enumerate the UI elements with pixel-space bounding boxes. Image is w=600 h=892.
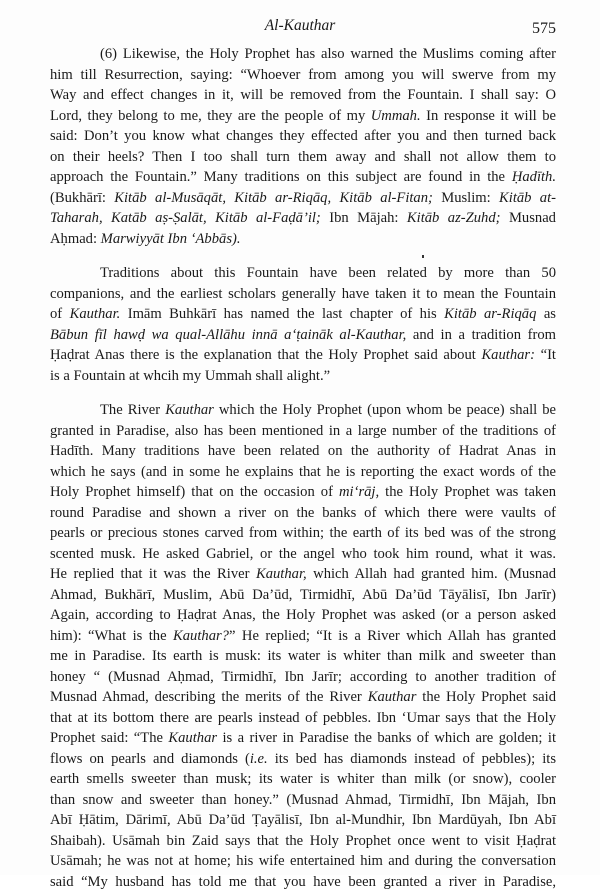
text-line [50,421,556,442]
text-line [50,441,556,462]
text-run: Ahmad, Bukhārī, Muslim, Abū Da’ūd, Tirmidhī, Abū Da’ūd Tāyālisī, Ibn Jarīr) [50,587,556,603]
italic-term: Kauthar? [173,628,229,644]
text-run: Holy Prophet himself) that on the occasion of [50,484,339,500]
running-head [0,14,600,36]
text-run: him till Resurrection, saying: “Whoever from among you will swerve from my [50,67,556,83]
italic-term: Bābun fīl hawḍ wa qual-Allāhu innā a‘ṭaināk al-Kauthar, [50,327,406,343]
italic-term: i.e. [250,751,268,767]
text-line [50,790,556,811]
text-run: is a Fountain at whcih my Ummah shall alight.” [50,368,330,384]
text-line [50,564,556,585]
page-number: 575 [532,20,556,38]
text-line [50,304,556,325]
text-run: than snow and sweeter than honey.” (Musnad Ahmad, Tirmidhī, Ibn Mājah, Ibn [50,792,556,808]
text-line [50,462,556,483]
text-run: which he says (and in some he explains that he is reporting the exact words of the [50,464,556,480]
text-run: He replied that it was the River [50,566,256,582]
text-line [50,708,556,729]
text-run: ” He replied; “It is a River which Allah has granted [229,628,556,644]
text-line [50,106,556,127]
text-run: Musnad Ahmad, describing the merits of the River [50,689,368,705]
paragraph-river-kauthar [50,400,556,892]
text-line [50,85,556,106]
text-run: Usāmah; he was not at home; his wife entertained him and during the conversation [50,853,556,869]
text-run: and in a tradition from [406,327,556,343]
text-run: Traditions about this Fountain have been related by more than 50 [100,265,556,281]
italic-term: Kauthar, [256,566,307,582]
text-run: Aḥmad: [50,231,101,247]
italic-term: Kitāb al-Musāqāt, Kitāb ar-Riqāq, Kitāb al-Fitan; [114,190,433,206]
italic-term: mi‘rāj, [339,484,379,500]
text-run: Hadīth. Many traditions have been related on the authority of Hadrat Anas in [50,443,556,459]
text-line [50,769,556,790]
text-run: Again, according to Ḥaḍrat Anas, the Holy Prophet was asked (or a person asked [50,607,556,623]
italic-term: Kitāb ar-Riqāq [444,306,536,322]
text-run: scented musk. He asked Gabriel, or the angel who took him round, what it was. [50,546,556,562]
text-line [50,126,556,147]
text-line [50,646,556,667]
text-run: Ḥaḍrat Anas there is the explanation that the Holy Prophet said about [50,347,481,363]
text-line [50,851,556,872]
text-run: earth smells sweeter than musk; its water is whiter than milk (or snow), cooler [50,771,556,787]
text-line [50,167,556,188]
text-run: which Allah had granted him. (Musnad [307,566,556,582]
text-run: the Holy Prophet was taken [379,484,556,500]
text-run: approach the Fountain.” Many traditions on this subject are found in the [50,169,512,185]
text-line [50,325,556,346]
text-line [50,585,556,606]
text-run: Prophet said: “The [50,730,168,746]
text-line [50,749,556,770]
text-run: on their heels? Then I too shall turn them away and shall not allow them to [50,149,556,165]
text-line [50,503,556,524]
paragraph-fountain-traditions [50,263,556,386]
text-run: Musnad [501,210,556,226]
italic-term: Kauthar [165,402,214,418]
text-run: (6) Likewise, the Holy Prophet has also warned the Muslims coming after [100,46,556,62]
italic-term: Kitāb at- [499,190,556,206]
text-run: (Bukhārī: [50,190,114,206]
running-title: Al-Kauthar [0,17,600,35]
text-run: the Holy Prophet said [416,689,556,705]
text-line [50,44,556,65]
text-run: said: Don’t you know what changes they effected after you and then turned back [50,128,556,144]
text-line [50,345,556,366]
text-run: said “My husband has told me that you have been granted a river in Paradise, [50,874,556,890]
italic-term: Kauthar [168,730,217,746]
text-line [50,263,556,284]
italic-term: Ḥadīth. [512,169,556,185]
text-run: In response it will be [421,108,556,124]
text-run: which the Holy Prophet (upon whom be peace) shall be [214,402,556,418]
text-run: The River [100,402,165,418]
text-run: Ibn Mājah: [321,210,407,226]
text-run: Muslim: [433,190,499,206]
paragraph-hadith-fountain-warning [50,44,556,249]
text-line [50,544,556,565]
text-line [50,188,556,209]
text-line [50,366,556,387]
text-line [50,229,556,250]
scan-speck [422,255,424,258]
text-run: Imām Buhkārī has named the last chapter of his [120,306,444,322]
page-body [50,44,556,892]
text-line [50,284,556,305]
text-line [50,65,556,86]
text-run: Way and effect changes in it, will be removed from the Fountain. I shall say: O [50,87,556,103]
text-line [50,605,556,626]
italic-term: Kauthar: [481,347,535,363]
text-run: Lord, they belong to me, they are the people of my [50,108,371,124]
text-line [50,810,556,831]
italic-term: Taharah, Katāb aṣ-Ṣalāt, Kitāb al-Faḍā’il; [50,210,321,226]
text-line [50,400,556,421]
text-line [50,626,556,647]
text-run: flows on pearls and diamonds ( [50,751,250,767]
text-line [50,208,556,229]
text-run: “It [535,347,556,363]
text-line [50,831,556,852]
text-line [50,667,556,688]
text-run: is a river in Paradise the banks of which are golden; it [217,730,556,746]
text-run: honey “ (Musnad Aḥmad, Tirmidhī, Ibn Jarīr; according to another tradition of [50,669,556,685]
italic-term: Ummah. [371,108,421,124]
text-line [50,687,556,708]
text-run: pearls or precious stones carved from within; the earth of its bed was of the strong [50,525,556,541]
text-run: as [536,306,556,322]
text-run: of [50,306,70,322]
italic-term: Kauthar [368,689,417,705]
text-run: Shaibah). Usāmah bin Zaid says that the Holy Prophet once went to visit Ḥaḍrat [50,833,556,849]
text-line [50,728,556,749]
text-run: granted in Paradise, also has been mentioned in a large number of the traditions of [50,423,556,439]
italic-term: Kitāb az-Zuhd; [407,210,501,226]
text-run: round Paradise and shown a river on the banks of which there were vaults of [50,505,556,521]
text-line [50,147,556,168]
text-run: that at its bottom there are pearls instead of pebbles. Ibn ‘Umar says that the Holy [50,710,556,726]
italic-term: Kauthar. [70,306,121,322]
text-run: its bed has diamonds instead of pebbles); its [268,751,556,767]
text-run: Abī Ḥātim, Dārimī, Abū Da’ūd Ṭayālisī, Ibn al-Mundhir, Ibn Mardūyah, Ibn Abī [50,812,556,828]
text-run: him): “What is the [50,628,173,644]
italic-term: Marwiyyāt Ibn ‘Abbās). [101,231,241,247]
text-line [50,523,556,544]
text-line [50,482,556,503]
text-run: me in Paradise. Its earth is musk: its water is whiter than milk and sweeter than [50,648,556,664]
text-run: companions, and the earliest scholars generally have taken it to mean the Fountain [50,286,556,302]
